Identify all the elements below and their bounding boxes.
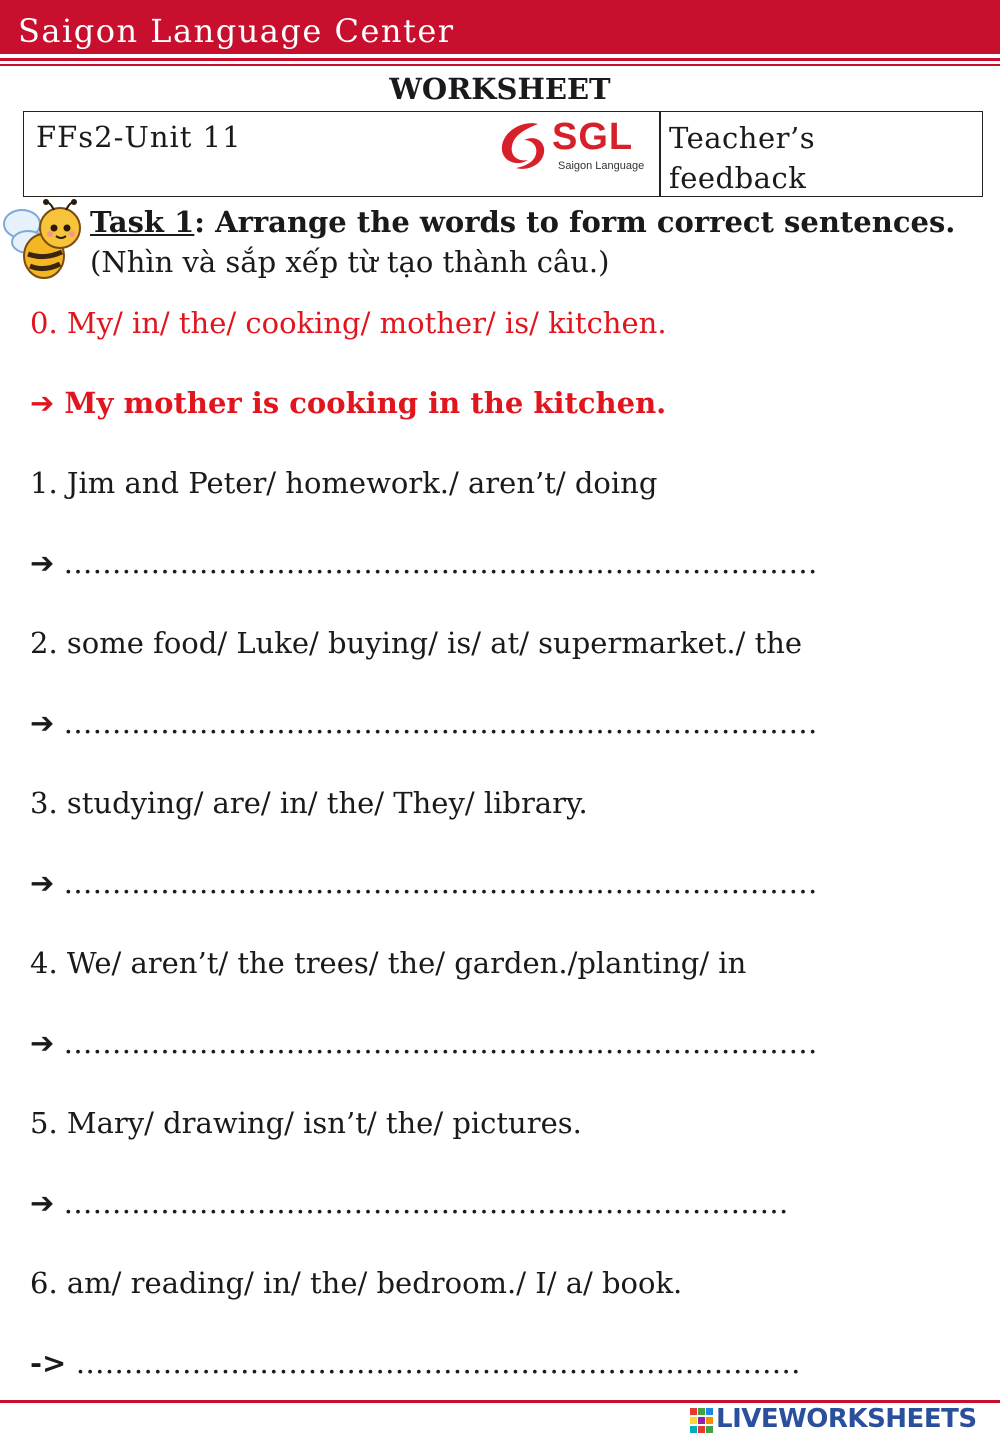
arrow-text: -> <box>30 1346 67 1380</box>
info-table <box>23 111 983 197</box>
bee-icon <box>0 198 88 282</box>
answer-blank-1[interactable]: …………………………………………………………………… <box>63 546 818 580</box>
footer-brand-text: LIVEWORKSHEETS <box>716 1404 977 1434</box>
answer-blank-4[interactable]: …………………………………………………………………… <box>63 1026 818 1060</box>
item-prompt-1: 1. Jim and Peter/ homework./ aren’t/ doing <box>30 466 658 500</box>
sgl-logo <box>494 116 654 176</box>
liveworksheets-logo <box>690 1404 990 1438</box>
item-prompt-3: 3. studying/ are/ in/ the/ They/ library. <box>30 786 588 820</box>
item-prompt-4: 4. We/ aren’t/ the trees/ the/ garden./planting/ in <box>30 946 747 980</box>
task-instruction-bold: : Arrange the words to form correct sentences. <box>194 205 956 239</box>
answer-blank-5[interactable]: ………………………………………………………………… <box>63 1186 789 1220</box>
item-prompt-6: 6. am/ reading/ in/ the/ bedroom./ I/ a/ book. <box>30 1266 683 1300</box>
header-bar <box>0 0 1000 54</box>
feedback-line2: feedback <box>669 161 807 195</box>
worksheet-title: WORKSHEET <box>389 72 611 106</box>
arrow-icon: ➔ <box>30 706 55 740</box>
answer-blank-3[interactable]: …………………………………………………………………… <box>63 866 818 900</box>
item-answer-row-1[interactable] <box>30 546 818 580</box>
unit-label: FFs2-Unit 11 <box>36 120 242 154</box>
table-divider <box>659 112 661 196</box>
feedback-line1: Teacher’s <box>669 121 816 155</box>
item-answer-row-5[interactable] <box>30 1186 789 1220</box>
item-answer-row-6[interactable] <box>30 1346 801 1380</box>
task-label: Task 1 <box>90 205 195 239</box>
arrow-icon: ➔ <box>30 546 55 580</box>
task-instruction <box>90 202 970 282</box>
example-answer-row <box>30 386 666 420</box>
header-rule <box>0 58 1000 61</box>
sgl-swoosh-icon <box>494 116 554 176</box>
header-rule-thin <box>0 64 1000 66</box>
center-name: Saigon Language Center <box>18 12 455 50</box>
item-answer-row-4[interactable] <box>30 1026 818 1060</box>
logo-subtext: Saigon Language <box>558 160 645 172</box>
example-prompt: 0. My/ in/ the/ cooking/ mother/ is/ kitchen. <box>30 306 667 340</box>
item-prompt-2: 2. some food/ Luke/ buying/ is/ at/ supermarket./ the <box>30 626 803 660</box>
arrow-icon: ➔ <box>30 866 55 900</box>
answer-blank-2[interactable]: …………………………………………………………………… <box>63 706 818 740</box>
task-instruction-vi: (Nhìn và sắp xếp từ tạo thành câu.) <box>90 245 610 279</box>
arrow-icon: ➔ <box>30 386 55 420</box>
item-answer-row-3[interactable] <box>30 866 818 900</box>
item-prompt-5: 5. Mary/ drawing/ isn’t/ the/ pictures. <box>30 1106 582 1140</box>
answer-blank-6[interactable]: ………………………………………………………………… <box>75 1346 801 1380</box>
arrow-icon: ➔ <box>30 1186 55 1220</box>
liveworksheets-icon <box>690 1408 714 1436</box>
item-answer-row-2[interactable] <box>30 706 818 740</box>
teacher-feedback-cell <box>669 118 815 198</box>
example-answer: My mother is cooking in the kitchen. <box>64 386 667 420</box>
footer-rule <box>0 1400 1000 1403</box>
arrow-icon: ➔ <box>30 1026 55 1060</box>
logo-text: SGL <box>552 116 634 158</box>
